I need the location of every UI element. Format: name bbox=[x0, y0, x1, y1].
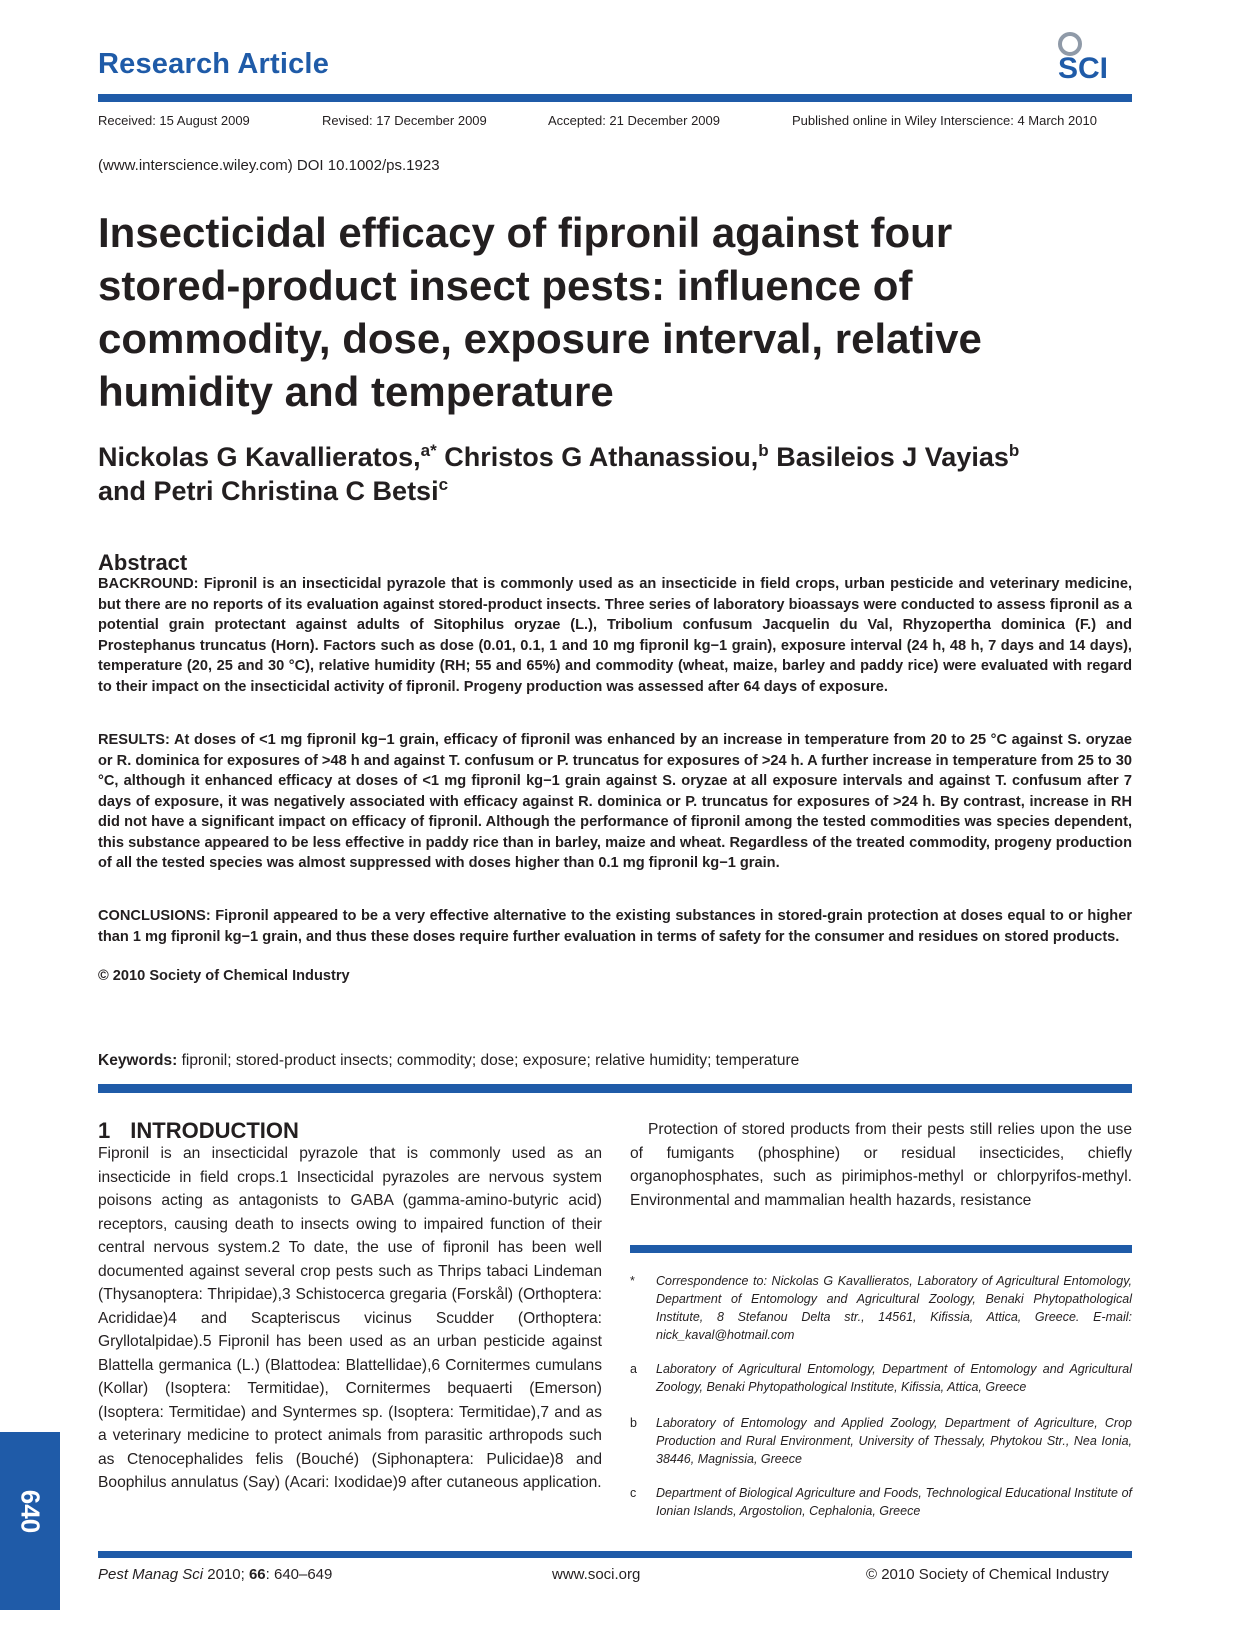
intro-paragraph-right: Protection of stored products from their pests still relies upon the use of fumigants (phosphine) or residual insecticides, chiefly organophosphates, such as pirimiphos-methyl or chlorpyrifos-methyl. Environmental and mammalian health hazards, resistance bbox=[630, 1121, 1132, 1209]
author-affiliation-mark: b bbox=[758, 441, 769, 460]
author-name: Christos G Athanassiou, bbox=[444, 442, 759, 472]
footnote-correspondence bbox=[630, 1272, 1132, 1344]
page-number: 640 bbox=[15, 1489, 46, 1534]
header-rule bbox=[98, 94, 1132, 102]
citation-pages: : 640–649 bbox=[265, 1566, 333, 1583]
section-heading-introduction bbox=[98, 1118, 299, 1144]
author-name: and Petri Christina C Betsi bbox=[98, 476, 439, 506]
citation bbox=[98, 1566, 332, 1583]
abstract-conclusions: CONCLUSIONS: Fipronil appeared to be a very effective alternative to the existing substances in stored-grain protection at doses equal to or higher than 1 mg fipronil kg−1 grain, and thus these doses require further evaluation in terms of safety for the consumer and residues on stored products. bbox=[98, 908, 1132, 945]
footnote-text: Department of Biological Agriculture and Foods, Technological Educational Institute of Ionian Islands, Argostolion, Cephalonia, Greece bbox=[656, 1486, 1132, 1518]
footnote-text: Correspondence to: Nickolas G Kavallieratos, Laboratory of Agricultural Entomology, Department of Entomology and Agricultural Zoology, Benaki Phytopathological Institute, 8 Stefanou Delta str., 14561, Kifissia, Attica, Greece. E-mail: nick_kaval@hotmail.com bbox=[656, 1274, 1132, 1342]
author-name: Nickolas G Kavallieratos, bbox=[98, 442, 421, 472]
author-affiliation-mark: b bbox=[1008, 441, 1020, 460]
author-affiliation-mark: c bbox=[438, 475, 449, 494]
abstract-heading: Abstract bbox=[98, 550, 188, 575]
footnote-mark: c bbox=[630, 1486, 637, 1500]
received-date: Received: 15 August 2009 bbox=[98, 113, 250, 128]
section-title: INTRODUCTION bbox=[130, 1118, 299, 1143]
abstract-copyright: © 2010 Society of Chemical Industry bbox=[98, 968, 350, 984]
keywords bbox=[98, 1052, 1132, 1070]
abstract-results: RESULTS: At doses of <1 mg fipronil kg−1 grain, efficacy of fipronil was enhanced by an increase in temperature from 20 to 25 °C against S. oryzae or R. dominica for exposures of >48 h and against T. confusum or P. truncatus for exposures of >24 h. A further increase in temperature from 25 to 30 °C, although it enhanced efficacy at doses of <1 mg fipronil kg−1 grain against S. oryzae at all exposure intervals and against T. confusum after 7 days of exposure, it was negatively associated with efficacy against R. dominica or P. truncatus for exposures of >24 h. By contrast, increase in RH did not have a significant impact on efficacy of fipronil. Although the performance of fipronil among the tested commodities was species dependent, this substance appeared to be less effective in paddy rice than in barley, maize and wheat. Regardless of the treated commodity, progeny production of all the tested species was almost suppressed with doses higher than 0.1 mg fipronil kg−1 grain. bbox=[98, 732, 1132, 871]
footnote-mark: a bbox=[630, 1362, 637, 1376]
abstract-background: BACKROUND: Fipronil is an insecticidal pyrazole that is commonly used as an insecticide in field crops, urban pesticide and veterinary medicine, but there are no reports of its evaluation against stored-product insects. Three series of laboratory bioassays were conducted to assess fipronil as a potential grain protectant against adults of Sitophilus oryzae (L.), Tribolium confusum Jacquelin du Val, Rhyzopertha dominica (F.) and Prostephanus truncatus (Horn). Factors such as dose (0.01, 0.1, 1 and 10 mg fipronil kg−1 grain), exposure interval (24 h, 48 h, 7 days and 14 days), temperature (20, 25 and 30 °C), relative humidity (RH; 55 and 65%) and commodity (wheat, maize, barley and paddy rice) were evaluated with regard to their impact on the insecticidal activity of fipronil. Progeny production was assessed after 64 days of exposure. bbox=[98, 576, 1132, 695]
footnote-rule bbox=[630, 1245, 1132, 1253]
author-affiliation-mark: a* bbox=[420, 441, 437, 460]
footnote-text: Laboratory of Entomology and Applied Zoology, Department of Agriculture, Crop Production and Rural Environment, University of Thessaly, Phytokou Str., Nea Ionia, 38446, Magnissia, Greece bbox=[656, 1416, 1132, 1466]
footnote-text: Laboratory of Agricultural Entomology, Department of Entomology and Agricultural Zoology, Benaki Phytopathological Institute, Kifissia, Attica, Greece bbox=[656, 1362, 1132, 1394]
keywords-rule bbox=[98, 1084, 1132, 1093]
footnote-mark: * bbox=[630, 1274, 635, 1288]
footnote-affiliation-c bbox=[630, 1484, 1132, 1520]
sci-logo-icon bbox=[1040, 28, 1132, 84]
accepted-date: Accepted: 21 December 2009 bbox=[548, 113, 720, 128]
keywords-label: Keywords: bbox=[98, 1052, 178, 1069]
citation-volume: 66 bbox=[248, 1566, 266, 1583]
author-list bbox=[98, 440, 1108, 508]
section-label: Research Article bbox=[98, 48, 330, 80]
logo-text: SCI bbox=[1058, 52, 1109, 84]
revised-date: Revised: 17 December 2009 bbox=[322, 113, 487, 128]
citation-journal: Pest Manag Sci bbox=[98, 1566, 204, 1583]
section-number: 1 bbox=[98, 1118, 111, 1143]
footer-rule bbox=[98, 1551, 1132, 1558]
footer-website-link[interactable]: www.soci.org bbox=[552, 1566, 641, 1583]
footer-copyright: © 2010 Society of Chemical Industry bbox=[866, 1566, 1109, 1583]
citation-year: 2010; bbox=[207, 1566, 245, 1583]
sci-logo bbox=[1040, 28, 1132, 84]
author-name: Basileios J Vayias bbox=[776, 442, 1009, 472]
published-date: Published online in Wiley Interscience: 4 March 2010 bbox=[792, 113, 1097, 128]
footnote-affiliation-a bbox=[630, 1360, 1132, 1396]
footnote-mark: b bbox=[630, 1416, 637, 1430]
article-title: Insecticidal efficacy of fipronil against four stored-product insect pests: influence of commodity, dose, exposure interval, relative humidity and temperature bbox=[98, 209, 982, 415]
keywords-text: fipronil; stored-product insects; commodity; dose; exposure; relative humidity; temperature bbox=[181, 1052, 800, 1069]
footnote-affiliation-b bbox=[630, 1414, 1132, 1468]
doi-link[interactable]: (www.interscience.wiley.com) DOI 10.1002/ps.1923 bbox=[98, 157, 440, 174]
intro-paragraph-left: Fipronil is an insecticidal pyrazole that is commonly used as an insecticide in field crops.1 Insecticidal pyrazoles are nervous system poisons acting as antagonists to GABA (gamma-amino-butyric acid) receptors, causing death to insects owing to impaired function of their central nervous system.2 To date, the use of fipronil has been well documented against several crop pests such as Thrips tabaci Lindeman (Thysanoptera: Thripidae),3 Schistocerca gregaria (Forskål) (Orthoptera: Acrididae)4 and Scapteriscus vicinus Scudder (Orthoptera: Gryllotalpidae).5 Fipronil has been used as an urban pesticide against Blattella germanica (L.) (Blattodea: Blattellidae),6 Cornitermes cumulans (Kollar) (Isoptera: Termitidae), Cornitermes bequaerti (Emerson) (Isoptera: Termitidae) and Syntermes sp. (Isoptera: Termitidae),7 and as a veterinary medicine to protect animals from parasitic arthropods such as Ctenocephalides felis (Bouché) (Siphonaptera: Pulicidae)8 and Boophilus annulatus (Say) (Acari: Ixodidae)9 after cutaneous application. bbox=[98, 1145, 602, 1491]
